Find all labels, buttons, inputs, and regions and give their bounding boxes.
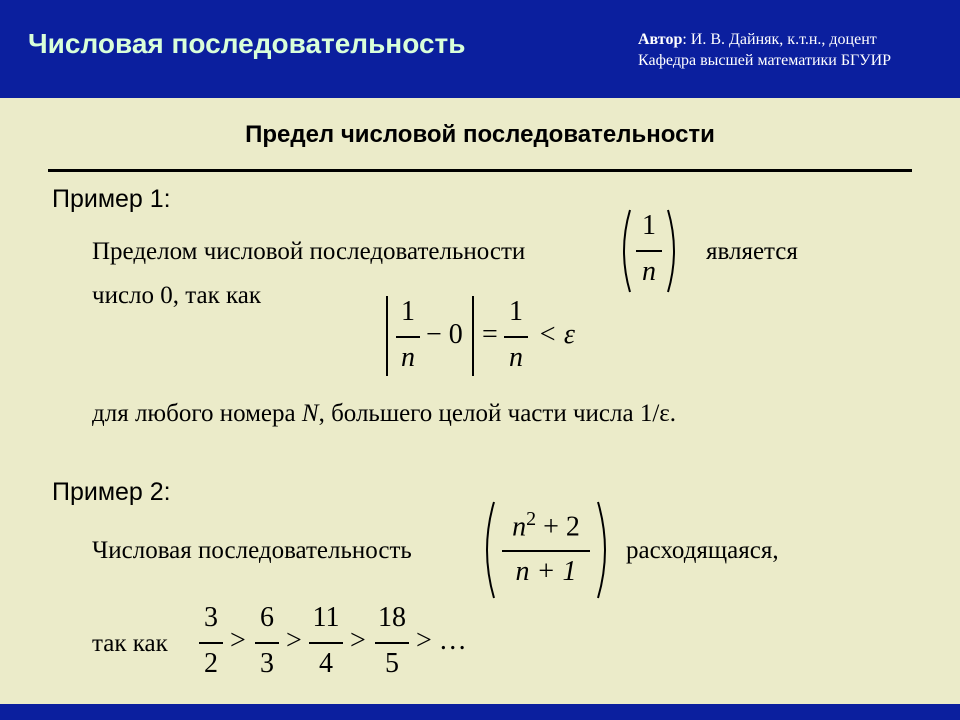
num-exponent: 2: [526, 508, 537, 530]
example2-heading: Пример 2:: [52, 478, 171, 506]
abs-bar-left: [386, 296, 388, 376]
ineq-lhs-denominator: n: [401, 342, 415, 373]
divergent-denominator: n + 1: [515, 556, 577, 587]
footer-bar: [0, 704, 960, 720]
ineq-equals: =: [482, 319, 498, 350]
chain-numerator: 11: [312, 602, 340, 633]
example1-text-line1: Пределом числовой последовательности: [92, 238, 526, 265]
example1-text-line1-end: является: [706, 238, 798, 265]
ineq-lhs-bar: [396, 336, 420, 338]
fraction-denominator: n: [642, 256, 656, 287]
chain-bar: [255, 642, 279, 644]
ineq-rhs-numerator: 1: [509, 296, 523, 327]
title-divider: [48, 169, 912, 172]
chain-bar: [199, 642, 223, 644]
author-line: [638, 30, 877, 50]
chain-bar: [309, 642, 343, 644]
line3-end: , большего целой части числа 1/ε.: [318, 400, 677, 427]
chain-numerator: 3: [204, 602, 218, 633]
line3-start: для любого номера: [92, 400, 302, 427]
sequence-divergent: [478, 498, 614, 602]
chain-denominator: 5: [385, 648, 399, 679]
section-title: Предел числовой последовательности: [245, 121, 715, 148]
sequence-1-over-n: [616, 206, 682, 296]
num-rest: + 2: [536, 511, 580, 543]
chain-denominator: 2: [204, 648, 218, 679]
ineq-minus-zero: − 0: [426, 319, 463, 350]
chain-ellipsis: > …: [416, 625, 467, 656]
increasing-chain: [196, 600, 486, 688]
example1-text-line3: [92, 400, 676, 428]
department-line: Кафедра высшей математики БГУИР: [638, 52, 892, 69]
fraction-numerator: 1: [642, 210, 656, 241]
chain-denominator: 3: [260, 648, 274, 679]
chain-bar: [375, 642, 409, 644]
example1-heading: Пример 1:: [52, 185, 171, 213]
slide-topic-title: Числовая последовательность: [28, 28, 466, 59]
fraction-bar: [636, 250, 662, 252]
chain-gt: >: [286, 625, 302, 656]
ineq-lhs-numerator: 1: [401, 296, 415, 327]
header-bar: [0, 0, 960, 98]
ineq-rhs-bar: [504, 336, 528, 338]
limit-inequality: [380, 292, 600, 380]
example2-text-line1: Числовая последовательность: [92, 537, 412, 564]
num-base: n: [512, 511, 527, 543]
divergent-bar: [502, 550, 590, 552]
example2-text-line2: так как: [92, 630, 168, 657]
author-label: Автор: [638, 31, 683, 48]
chain-gt: >: [350, 625, 366, 656]
ineq-rhs-denominator: n: [509, 342, 523, 373]
chain-gt: >: [230, 625, 246, 656]
author-name: : И. В. Дайняк, к.т.н., доцент: [682, 31, 877, 48]
chain-numerator: 6: [260, 602, 274, 633]
abs-bar-right: [472, 296, 474, 376]
example2-text-line1-end: расходящаяся,: [626, 537, 779, 564]
divergent-numerator: [500, 508, 592, 543]
line3-var: N: [301, 400, 319, 427]
ineq-less-epsilon: < ε: [538, 319, 575, 350]
chain-denominator: 4: [319, 648, 333, 679]
example1-text-line2: число 0, так как: [92, 282, 262, 309]
chain-numerator: 18: [378, 602, 406, 633]
